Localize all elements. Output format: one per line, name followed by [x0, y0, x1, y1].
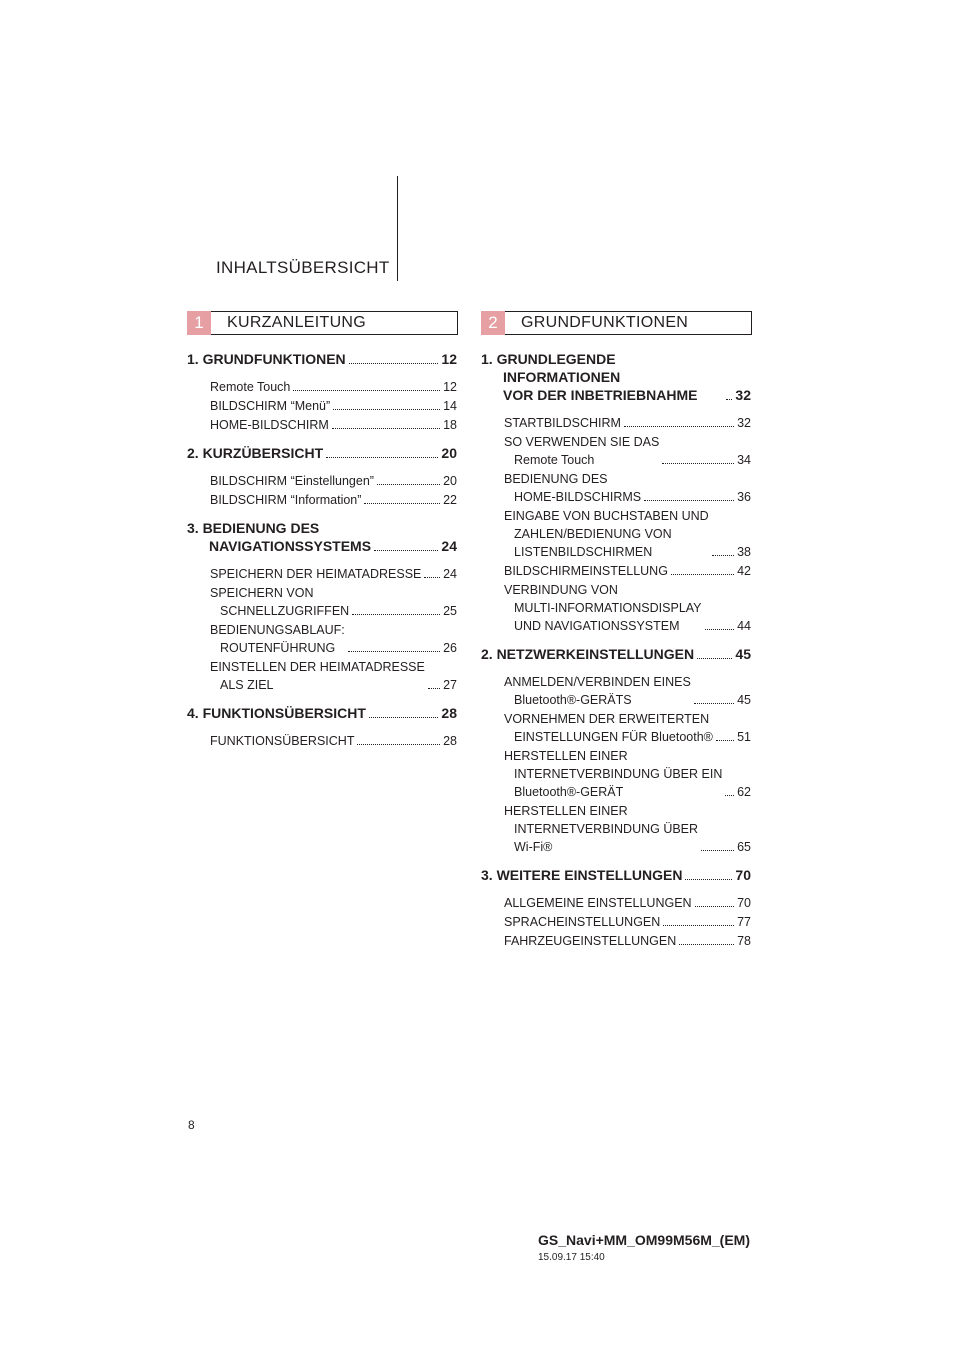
toc-entry-list	[210, 732, 457, 750]
dot-leader	[624, 426, 734, 427]
entry-title: SPEICHERN VON SCHNELLZUGRIFFEN	[210, 586, 350, 618]
toc-column-1	[187, 350, 457, 760]
entry-title: HERSTELLEN EINER INTERNETVERBINDUNG ÜBER Wi-Fi®	[504, 804, 699, 854]
entry-page: 28	[443, 734, 457, 748]
entry-title: FUNKTIONSÜBERSICHT	[210, 734, 355, 748]
dot-leader	[369, 717, 439, 718]
entry-page: 44	[737, 619, 751, 633]
toc-entry[interactable]	[504, 747, 751, 801]
dot-leader	[712, 555, 734, 556]
entry-title: SPEICHERN DER HEIMATADRESSE	[210, 567, 422, 581]
entry-title: SPRACHEINSTELLUNGEN	[504, 915, 661, 929]
dot-leader	[352, 614, 440, 615]
entry-page: 18	[443, 418, 457, 432]
toc-entry-list	[210, 565, 457, 694]
dot-leader	[428, 688, 440, 689]
toc-entry[interactable]	[210, 416, 457, 434]
toc-entry[interactable]	[504, 470, 751, 506]
toc-entry[interactable]	[504, 802, 751, 856]
dot-leader	[357, 744, 440, 745]
dot-leader	[726, 399, 732, 400]
toc-entry-list	[504, 414, 751, 635]
section-number-badge: 2	[481, 311, 505, 335]
entry-title: BILDSCHIRM “Menü”	[210, 399, 331, 413]
entry-title: BILDSCHIRM “Einstellungen”	[210, 474, 374, 488]
chapter-title: 3. WEITERE EINSTELLUNGEN	[481, 867, 683, 883]
entry-page: 25	[443, 604, 457, 618]
entry-title: FAHRZEUGEINSTELLUNGEN	[504, 934, 677, 948]
toc-entry[interactable]	[210, 732, 457, 750]
dot-leader	[685, 879, 732, 880]
chapter-title: 1. GRUNDFUNKTIONEN	[187, 351, 346, 367]
entry-page: 27	[443, 678, 457, 692]
entry-title: VORNEHMEN DER ERWEITERTEN EINSTELLUNGEN FÜR Bluetooth®	[504, 712, 713, 744]
dot-leader	[348, 651, 440, 652]
dot-leader	[705, 629, 735, 630]
toc-entry[interactable]	[504, 710, 751, 746]
entry-title: Remote Touch	[210, 380, 291, 394]
print-timestamp: 15.09.17 15:40	[538, 1252, 605, 1263]
toc-entry[interactable]	[210, 397, 457, 415]
toc-chapter[interactable]	[187, 704, 457, 722]
toc-chapter[interactable]	[481, 350, 751, 404]
toc-entry[interactable]	[210, 472, 457, 490]
dot-leader	[333, 409, 440, 410]
section-header-1	[187, 311, 458, 335]
page-title: INHALTSÜBERSICHT	[216, 258, 390, 277]
section-number-badge: 1	[187, 311, 211, 335]
chapter-page: 32	[735, 387, 751, 403]
entry-title: EINGABE VON BUCHSTABEN UND ZAHLEN/BEDIENUNG VON LISTENBILDSCHIRMEN	[504, 509, 709, 559]
entry-page: 26	[443, 641, 457, 655]
entry-title: HOME-BILDSCHIRM	[210, 418, 329, 432]
toc-entry-list	[210, 378, 457, 434]
toc-chapter[interactable]	[481, 866, 751, 884]
section-label: KURZANLEITUNG	[227, 314, 367, 331]
toc-entry[interactable]	[504, 507, 751, 561]
entry-page: 42	[737, 564, 751, 578]
entry-page: 45	[737, 693, 751, 707]
entry-title: BILDSCHIRM “Information”	[210, 493, 362, 507]
toc-entry[interactable]	[210, 584, 457, 620]
toc-entry[interactable]	[504, 581, 751, 635]
toc-entry-list	[504, 673, 751, 856]
entry-page: 65	[737, 840, 751, 854]
toc-entry[interactable]	[504, 673, 751, 709]
entry-page: 14	[443, 399, 457, 413]
entry-title: BILDSCHIRMEINSTELLUNG	[504, 564, 668, 578]
entry-title: HERSTELLEN EINER INTERNETVERBINDUNG ÜBER EIN Bluetooth®-GERÄT	[504, 749, 723, 799]
dot-leader	[671, 574, 734, 575]
dot-leader	[662, 463, 734, 464]
toc-entry[interactable]	[210, 658, 457, 694]
section-header-2	[481, 311, 752, 335]
dot-leader	[326, 457, 438, 458]
toc-entry[interactable]	[504, 562, 751, 580]
toc-chapter[interactable]	[187, 350, 457, 368]
entry-page: 70	[737, 896, 751, 910]
toc-entry-list	[210, 472, 457, 509]
document-code: GS_Navi+MM_OM99M56M_(EM)	[538, 1232, 751, 1248]
dot-leader	[293, 390, 440, 391]
entry-page: 32	[737, 416, 751, 430]
chapter-page: 24	[441, 538, 457, 554]
entry-title: BEDIENUNGSABLAUF: ROUTENFÜHRUNG	[210, 623, 345, 655]
toc-chapter[interactable]	[187, 519, 457, 555]
header-divider	[397, 176, 398, 281]
toc-column-2	[481, 350, 751, 960]
toc-entry-list	[504, 894, 751, 950]
dot-leader	[701, 850, 734, 851]
entry-title: ALLGEMEINE EINSTELLUNGEN	[504, 896, 692, 910]
chapter-title: 3. BEDIENUNG DES NAVIGATIONSSYSTEMS	[187, 520, 372, 554]
entry-title: STARTBILDSCHIRM	[504, 416, 621, 430]
dot-leader	[332, 428, 440, 429]
chapter-title: 1. GRUNDLEGENDE INFORMATIONEN VOR DER INBETRIEBNAHME	[481, 351, 698, 403]
chapter-page: 45	[735, 646, 751, 662]
dot-leader	[424, 577, 440, 578]
entry-page: 22	[443, 493, 457, 507]
dot-leader	[377, 484, 440, 485]
entry-page: 20	[443, 474, 457, 488]
toc-entry[interactable]	[210, 621, 457, 657]
entry-page: 36	[737, 490, 751, 504]
toc-entry[interactable]	[504, 433, 751, 469]
dot-leader	[679, 944, 734, 945]
chapter-page: 20	[441, 445, 457, 461]
dot-leader	[663, 925, 734, 926]
entry-title: SO VERWENDEN SIE DAS Remote Touch	[504, 435, 660, 467]
dot-leader	[694, 703, 734, 704]
chapter-page: 70	[735, 867, 751, 883]
entry-title: EINSTELLEN DER HEIMATADRESSE ALS ZIEL	[210, 660, 425, 692]
entry-page: 62	[737, 785, 751, 799]
section-label: GRUNDFUNKTIONEN	[521, 314, 689, 331]
page-number: 8	[188, 1118, 195, 1132]
chapter-title: 2. KURZÜBERSICHT	[187, 445, 324, 461]
dot-leader	[697, 658, 732, 659]
entry-page: 51	[737, 730, 751, 744]
dot-leader	[374, 550, 438, 551]
entry-title: ANMELDEN/VERBINDEN EINES Bluetooth®-GERÄTS	[504, 675, 691, 707]
toc-entry[interactable]	[210, 491, 457, 509]
entry-title: BEDIENUNG DES HOME-BILDSCHIRMS	[504, 472, 642, 504]
entry-page: 12	[443, 380, 457, 394]
dot-leader	[695, 906, 735, 907]
toc-chapter[interactable]	[187, 444, 457, 462]
toc-entry[interactable]	[210, 565, 457, 583]
toc-entry[interactable]	[504, 414, 751, 432]
entry-page: 24	[443, 567, 457, 581]
dot-leader	[644, 500, 734, 501]
entry-page: 38	[737, 545, 751, 559]
toc-entry[interactable]	[504, 894, 751, 912]
chapter-title: 2. NETZWERKEINSTELLUNGEN	[481, 646, 695, 662]
entry-page: 77	[737, 915, 751, 929]
chapter-page: 12	[441, 351, 457, 367]
chapter-title: 4. FUNKTIONSÜBERSICHT	[187, 705, 366, 721]
toc-entry[interactable]	[504, 913, 751, 931]
entry-title: VERBINDUNG VON MULTI-INFORMATIONSDISPLAY UND NAVIGATIONSSYSTEM	[504, 583, 702, 633]
toc-entry[interactable]	[504, 932, 751, 950]
entry-page: 34	[737, 453, 751, 467]
dot-leader	[349, 363, 439, 364]
entry-page: 78	[737, 934, 751, 948]
chapter-page: 28	[441, 705, 457, 721]
dot-leader	[364, 503, 440, 504]
dot-leader	[716, 740, 734, 741]
toc-chapter[interactable]	[481, 645, 751, 663]
dot-leader	[725, 795, 734, 796]
toc-entry[interactable]	[210, 378, 457, 396]
